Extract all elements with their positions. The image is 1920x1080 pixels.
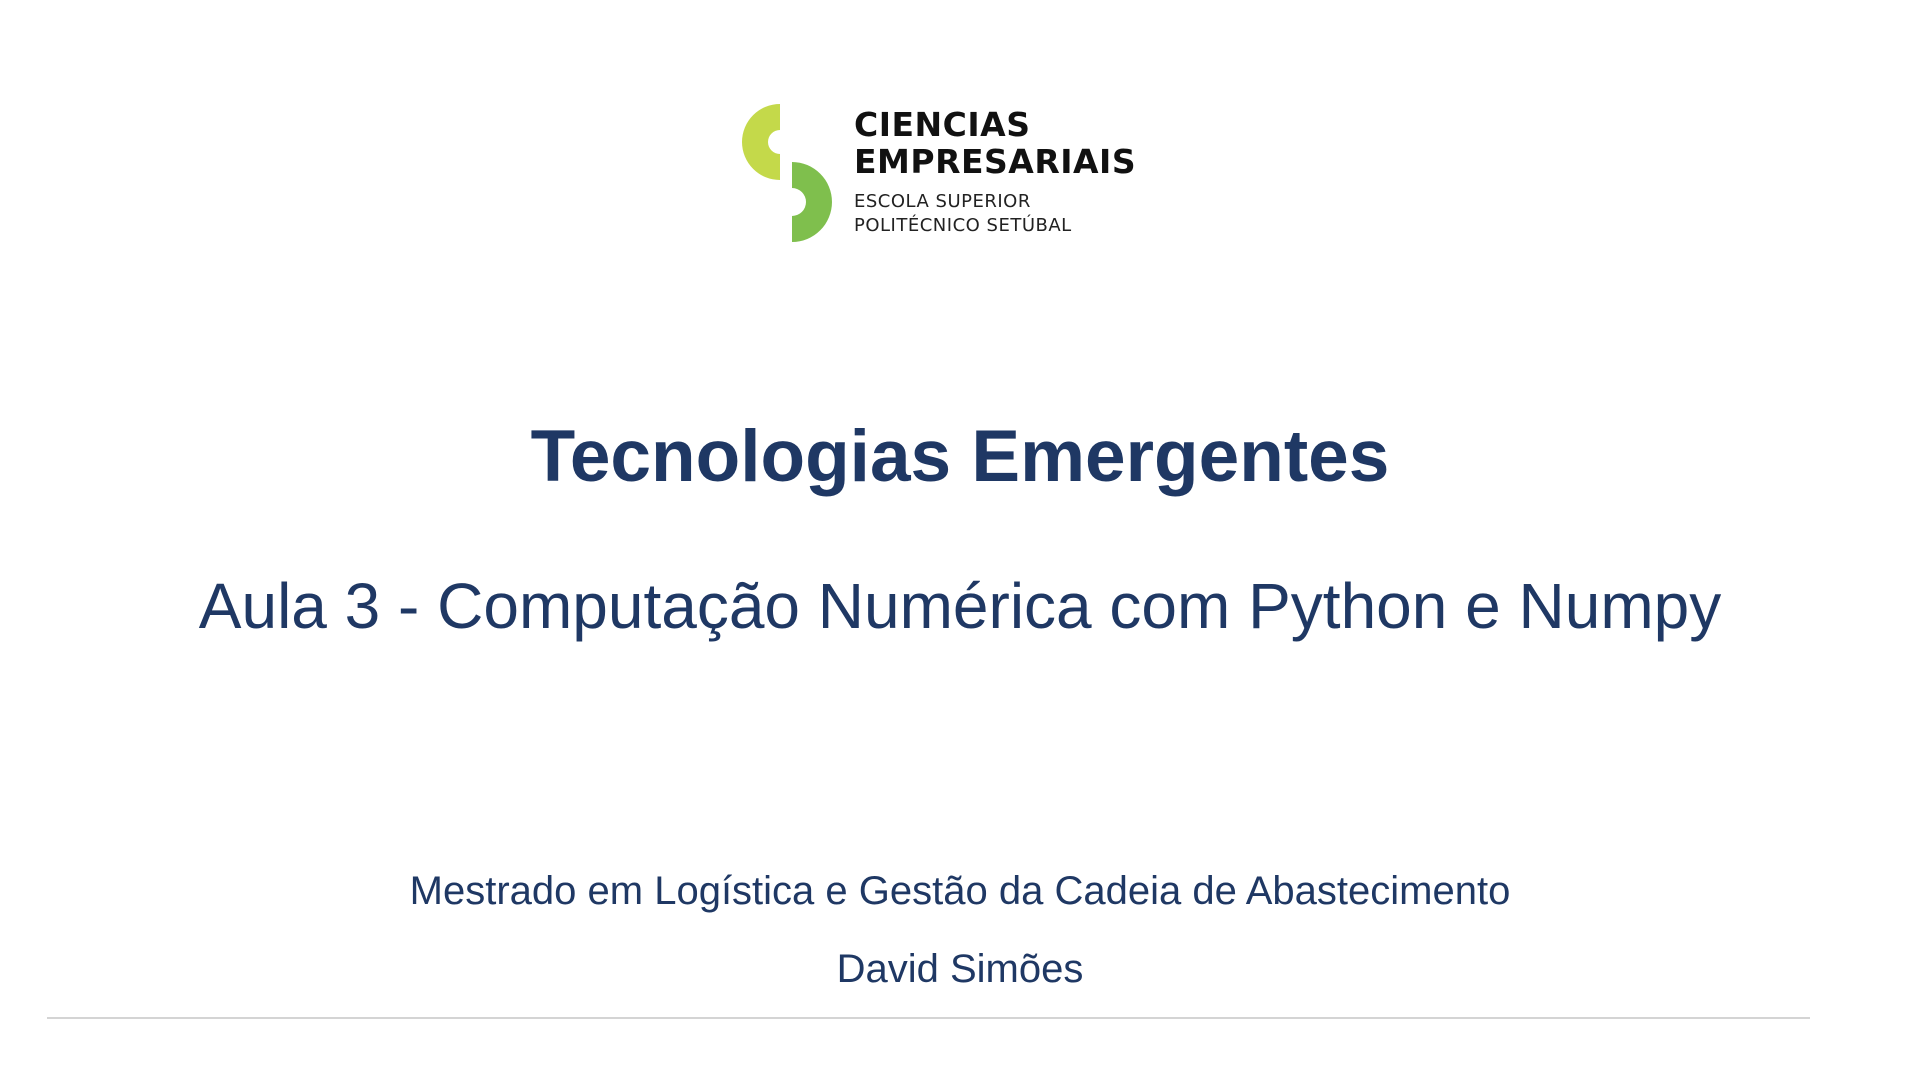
slide-subtitle: Aula 3 - Computação Numérica com Python e Numpy bbox=[198, 570, 1722, 642]
logo-name-line2: EMPRESARIAIS bbox=[854, 142, 1137, 181]
logo-text bbox=[854, 106, 1136, 238]
author-name: David Simões bbox=[836, 947, 1084, 991]
school-logo bbox=[740, 100, 1140, 250]
slide-title: Tecnologias Emergentes bbox=[530, 416, 1390, 497]
logo-mark-icon bbox=[740, 100, 836, 250]
divider bbox=[47, 1017, 1810, 1019]
program-name: Mestrado em Logística e Gestão da Cadeia de Abastecimento bbox=[409, 869, 1511, 913]
logo-subtitle-line1: ESCOLA SUPERIOR bbox=[854, 191, 1031, 212]
logo-name-line1: CIENCIAS bbox=[854, 105, 1031, 144]
logo-subtitle-line2: POLITÉCNICO SETÚBAL bbox=[854, 215, 1072, 236]
